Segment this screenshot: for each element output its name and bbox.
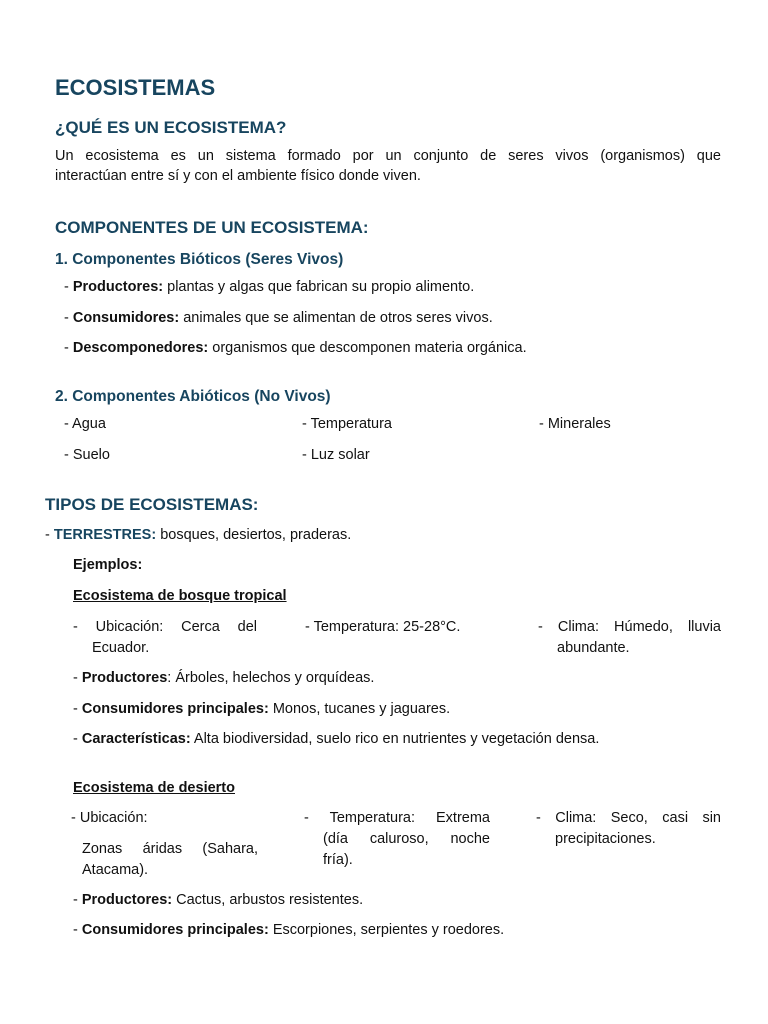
term: Descomponedores: xyxy=(72,340,209,356)
tropical-location-1: - Ubicación: Cerca del xyxy=(73,619,257,635)
desc: Escorpiones, serpientes y roedores. xyxy=(268,922,505,938)
term: Productores xyxy=(81,670,168,686)
desc: organismos que descomponen materia orgánica. xyxy=(208,340,527,356)
abiotic-item-sunlight: - Luz solar xyxy=(302,447,370,463)
desc: plantas y algas que fabrican su propio alimento. xyxy=(163,279,475,295)
tropical-climate-1: - Clima: Húmedo, lluvia xyxy=(538,619,721,635)
desert-location-label: - Ubicación: xyxy=(71,810,148,826)
desert-temperature-1: - Temperatura: Extrema xyxy=(304,810,490,826)
term: Consumidores: xyxy=(72,310,180,326)
term: Productores: xyxy=(81,892,173,908)
tropical-title: Ecosistema de bosque tropical xyxy=(73,588,287,604)
tropical-features: - Características: Alta biodiversidad, suelo rico en nutrientes y vegetación densa. xyxy=(73,731,600,747)
biotic-item-producers: - Productores: plantas y algas que fabrican su propio alimento. xyxy=(64,279,475,295)
term: Características: xyxy=(81,731,191,747)
desert-climate-2: precipitaciones. xyxy=(555,831,656,847)
section-heading-types: TIPOS DE ECOSISTEMAS: xyxy=(45,495,259,514)
desc: Monos, tucanes y jaguares. xyxy=(268,701,451,717)
desert-temperature-3: fría). xyxy=(323,852,353,868)
terrestrial-label: TERRESTRES: xyxy=(53,527,157,543)
desc: animales que se alimentan de otros seres vivos. xyxy=(179,310,493,326)
biotic-item-consumers: - Consumidores: animales que se alimentan de otros seres vivos. xyxy=(64,310,493,326)
desert-location-1: Zonas áridas (Sahara, xyxy=(82,841,258,857)
terrestrial-line: - TERRESTRES: bosques, desiertos, praderas. xyxy=(45,527,352,543)
desert-producers: - Productores: Cactus, arbustos resistentes. xyxy=(73,892,364,908)
tropical-location-2: Ecuador. xyxy=(92,640,150,656)
definition-line-2: interactúan entre sí y con el ambiente físico donde viven. xyxy=(55,168,421,184)
term: Consumidores principales: xyxy=(81,922,269,938)
tropical-consumers: - Consumidores principales: Monos, tucanes y jaguares. xyxy=(73,701,451,717)
examples-label: Ejemplos: xyxy=(73,557,143,573)
terrestrial-text: bosques, desiertos, praderas. xyxy=(156,527,352,543)
tropical-producers: - Productores: Árboles, helechos y orquídeas. xyxy=(73,670,375,686)
abiotic-item-temperature: - Temperatura xyxy=(302,416,392,432)
desc: : Árboles, helechos y orquídeas. xyxy=(167,670,375,686)
desc: Alta biodiversidad, suelo rico en nutrientes y vegetación densa. xyxy=(190,731,600,747)
desert-consumers: - Consumidores principales: Escorpiones, serpientes y roedores. xyxy=(73,922,505,938)
term: Consumidores principales: xyxy=(81,701,269,717)
abiotic-item-minerals: - Minerales xyxy=(539,416,611,432)
abiotic-heading: 2. Componentes Abióticos (No Vivos) xyxy=(55,388,331,405)
biotic-heading: 1. Componentes Bióticos (Seres Vivos) xyxy=(55,251,344,268)
desert-temperature-2: (día caluroso, noche xyxy=(323,831,490,847)
page-title: ECOSISTEMAS xyxy=(55,75,216,100)
term: Productores: xyxy=(72,279,164,295)
biotic-item-decomposers: - Descomponedores: organismos que descomponen materia orgánica. xyxy=(64,340,527,356)
section-heading-components: COMPONENTES DE UN ECOSISTEMA: xyxy=(55,218,369,237)
abiotic-item-water: - Agua xyxy=(64,416,106,432)
desert-title: Ecosistema de desierto xyxy=(73,780,235,796)
section-heading-what-is: ¿QUÉ ES UN ECOSISTEMA? xyxy=(55,118,287,137)
abiotic-item-soil: - Suelo xyxy=(64,447,110,463)
definition-line-1: Un ecosistema es un sistema formado por un conjunto de seres vivos (organismos) que xyxy=(55,148,721,164)
desert-location-2: Atacama). xyxy=(82,862,149,878)
tropical-temperature: - Temperatura: 25-28°C. xyxy=(305,619,461,635)
desc: Cactus, arbustos resistentes. xyxy=(172,892,364,908)
desert-climate-1: - Clima: Seco, casi sin xyxy=(536,810,721,826)
tropical-climate-2: abundante. xyxy=(557,640,630,656)
